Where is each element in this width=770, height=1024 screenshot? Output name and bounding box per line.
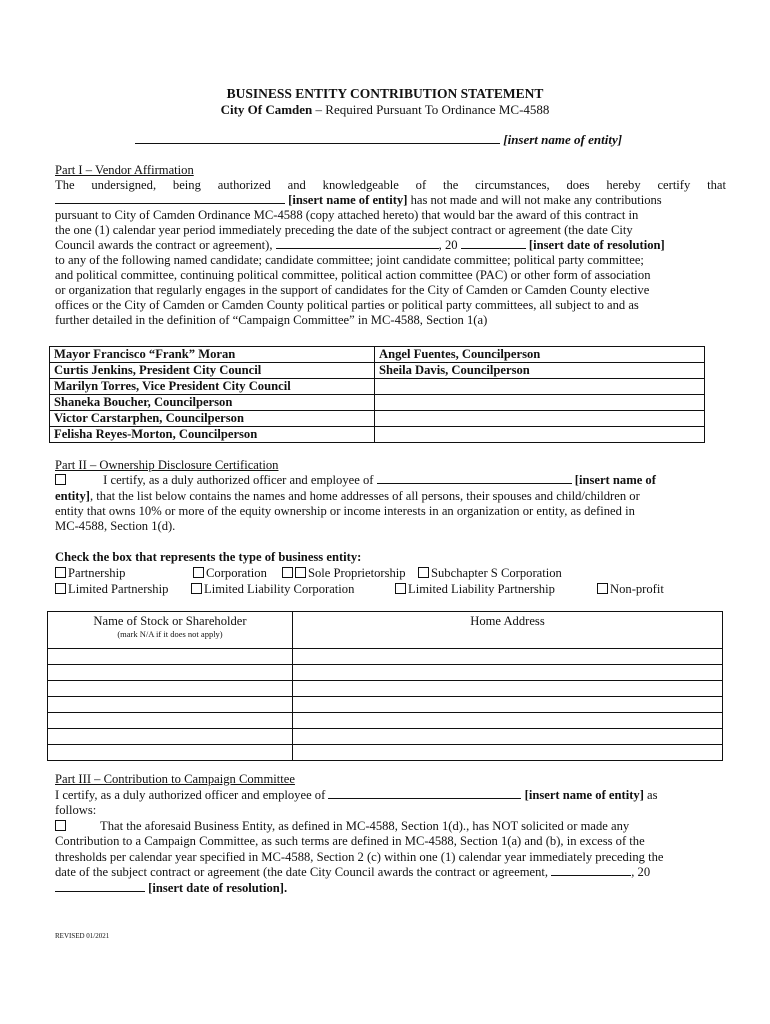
part2-line3: entity that owns 10% or more of the equity ownership or income interests in an organization or entity, as defined in xyxy=(55,504,635,518)
partnership-option[interactable] xyxy=(55,566,125,580)
limited-partnership-label: Limited Partnership xyxy=(68,582,169,596)
shareholder-name-cell[interactable] xyxy=(48,681,293,697)
page-subtitle xyxy=(0,102,770,118)
subchapter-label: Subchapter S Corporation xyxy=(431,566,562,580)
partnership-label: Partnership xyxy=(68,566,126,580)
part3-date-blank[interactable] xyxy=(551,865,631,876)
shareholder-name-label: Name of Stock or Shareholder xyxy=(93,614,247,628)
llc-checkbox[interactable] xyxy=(191,583,202,594)
shareholder-note: (mark N/A if it does not apply) xyxy=(117,629,223,639)
table-row xyxy=(50,427,705,443)
part3-line1 xyxy=(55,788,658,803)
part2-line2-rest: , that the list below contains the names and home addresses of all persons, their spouses and child/children or xyxy=(89,489,640,503)
table-header-row xyxy=(48,612,723,649)
part1-line5-b: , 20 xyxy=(438,238,458,252)
llp-option[interactable] xyxy=(395,582,555,597)
part2-entity-placeholder: [insert name of xyxy=(574,473,656,487)
entity-type-row-1 xyxy=(55,566,125,581)
official-left: Marilyn Torres, Vice President City Council xyxy=(50,379,375,395)
part3-line1-a: I certify, as a duly authorized officer and employee of xyxy=(55,788,326,802)
llc-option[interactable] xyxy=(191,582,354,597)
llp-label: Limited Liability Partnership xyxy=(408,582,555,596)
part1-entity-placeholder: [insert name of entity] xyxy=(288,193,408,207)
part1-line1: The undersigned, being authorized and knowledgeable of the circumstances, does hereby certify that xyxy=(55,178,726,192)
entity-name-placeholder: [insert name of entity] xyxy=(503,132,623,147)
home-address-cell[interactable] xyxy=(293,713,723,729)
sole-proprietorship-checkbox[interactable] xyxy=(295,567,306,578)
page-title: BUSINESS ENTITY CONTRIBUTION STATEMENT xyxy=(226,86,544,101)
part1-line2 xyxy=(55,193,662,208)
home-address-cell[interactable] xyxy=(293,729,723,745)
shareholder-table xyxy=(47,611,723,761)
shareholder-name-cell[interactable] xyxy=(48,649,293,665)
entity-name-blank[interactable] xyxy=(135,133,500,144)
corporation-label: Corporation xyxy=(206,566,267,580)
subtitle-ordinance: – Required Pursuant To Ordinance MC-4588 xyxy=(312,102,550,117)
home-address-header: Home Address xyxy=(293,612,723,649)
part1-line4: the one (1) calendar year period immediately preceding the date of the subject contract or agreement (the date City xyxy=(55,223,633,237)
table-row xyxy=(48,713,723,729)
part2-entity-end: entity] xyxy=(55,489,90,503)
official-right xyxy=(375,379,705,395)
sole-proprietorship-option[interactable] xyxy=(282,566,406,581)
part2-heading: Part II – Ownership Disclosure Certification xyxy=(55,458,279,472)
officials-table xyxy=(49,346,705,443)
official-right xyxy=(375,395,705,411)
part3-entity-placeholder: [insert name of entity] xyxy=(524,788,644,802)
shareholder-name-header xyxy=(48,612,293,649)
table-row xyxy=(48,729,723,745)
part2-entity-blank[interactable] xyxy=(377,473,572,484)
part3-line6-text: date of the subject contract or agreement (the date City Council awards the contract or agreement, xyxy=(55,865,549,879)
partnership-checkbox[interactable] xyxy=(55,567,66,578)
contribution-checkbox[interactable] xyxy=(55,820,66,831)
official-left: Felisha Reyes-Morton, Councilperson xyxy=(50,427,375,443)
official-left: Shaneka Boucher, Councilperson xyxy=(50,395,375,411)
shareholder-name-cell[interactable] xyxy=(48,697,293,713)
part1-line3: pursuant to City of Camden Ordinance MC-4588 (copy attached hereto) that would bar the award of this contract in xyxy=(55,208,639,222)
part3-line2: follows: xyxy=(55,803,97,817)
official-right: Angel Fuentes, Councilperson xyxy=(375,347,705,363)
entity-type-heading: Check the box that represents the type of business entity: xyxy=(55,550,362,564)
part1-line10: further detailed in the definition of “Campaign Committee” in MC-4588, Section 1(a) xyxy=(55,313,488,327)
shareholder-name-cell[interactable] xyxy=(48,745,293,761)
official-right xyxy=(375,427,705,443)
table-row xyxy=(50,347,705,363)
official-left: Victor Carstarphen, Councilperson xyxy=(50,411,375,427)
part1-line6: to any of the following named candidate; candidate committee; joint candidate committee; political party committee; xyxy=(55,253,644,267)
corporation-option[interactable] xyxy=(193,566,267,581)
part1-date-blank[interactable] xyxy=(276,238,439,249)
subtitle-city: City Of Camden xyxy=(220,102,313,117)
table-row xyxy=(50,411,705,427)
table-row xyxy=(48,681,723,697)
part3-line6-end: , 20 xyxy=(631,865,651,879)
part2-line1-a: I certify, as a duly authorized officer and employee of xyxy=(103,473,374,487)
part1-line8: or organization that regularly engages in the support of candidates for the City of Camden or Camden County elective xyxy=(55,283,650,297)
table-row xyxy=(48,665,723,681)
part2-line4: MC-4588, Section 1(d). xyxy=(55,519,176,533)
part2-line1 xyxy=(55,473,656,488)
part3-line6 xyxy=(55,865,650,880)
part3-year-blank[interactable] xyxy=(55,881,145,892)
limited-partnership-option[interactable] xyxy=(55,582,168,597)
part3-line7 xyxy=(55,881,287,896)
official-left: Mayor Francisco “Frank” Moran xyxy=(50,347,375,363)
part1-line9: offices or the City of Camden or Camden County political parties or political party committees, all subject to and as xyxy=(55,298,639,312)
home-address-cell[interactable] xyxy=(293,665,723,681)
sole-proprietorship-label: Sole Proprietorship xyxy=(308,566,406,580)
shareholder-name-cell[interactable] xyxy=(48,713,293,729)
part1-heading: Part I – Vendor Affirmation xyxy=(55,163,194,177)
part3-line3 xyxy=(55,819,629,834)
home-address-cell[interactable] xyxy=(293,745,723,761)
table-row xyxy=(48,697,723,713)
limited-partnership-checkbox[interactable] xyxy=(55,583,66,594)
part3-heading: Part III – Contribution to Campaign Committee xyxy=(55,772,295,786)
table-row xyxy=(50,379,705,395)
part2-line2 xyxy=(55,489,640,504)
llc-label: Limited Liability Corporation xyxy=(204,582,355,596)
table-row xyxy=(48,649,723,665)
part3-resolution-placeholder: [insert date of resolution]. xyxy=(148,881,288,895)
part1-entity-blank[interactable] xyxy=(55,193,285,204)
official-left: Curtis Jenkins, President City Council xyxy=(50,363,375,379)
part3-entity-blank[interactable] xyxy=(328,788,521,799)
table-row xyxy=(50,395,705,411)
corporation-checkbox[interactable] xyxy=(193,567,204,578)
home-address-cell[interactable] xyxy=(293,649,723,665)
nonprofit-label: Non-profit xyxy=(610,582,664,596)
table-row xyxy=(50,363,705,379)
llp-checkbox[interactable] xyxy=(395,583,406,594)
home-address-cell[interactable] xyxy=(293,681,723,697)
entity-name-line xyxy=(135,132,622,147)
revised-date: REVISED 01/2021 xyxy=(55,932,110,940)
sole-extra-checkbox[interactable] xyxy=(282,567,293,578)
part3-line4: Contribution to a Campaign Committee, as such terms are defined in MC-4588, Section 1(a) and (b), in excess of the xyxy=(55,834,645,848)
official-right xyxy=(375,411,705,427)
table-row xyxy=(48,745,723,761)
part3-line5: thresholds per calendar year specified in MC-4588, Section 2 (c) within one (1) calendar year immediately preceding the xyxy=(55,850,664,864)
subchapter-option[interactable] xyxy=(418,566,562,581)
part1-line5 xyxy=(55,238,665,253)
part1-year-blank[interactable] xyxy=(461,238,526,249)
part1-line7: and political committee, continuing political committee, political action committee (PAC) or other form of association xyxy=(55,268,651,282)
part3-line1-end: as xyxy=(643,788,658,802)
subchapter-checkbox[interactable] xyxy=(418,567,429,578)
home-address-cell[interactable] xyxy=(293,697,723,713)
nonprofit-option[interactable] xyxy=(597,582,664,597)
part1-line5-a: Council awards the contract or agreement), xyxy=(55,238,273,252)
nonprofit-checkbox[interactable] xyxy=(597,583,608,594)
shareholder-name-cell[interactable] xyxy=(48,665,293,681)
certify-checkbox[interactable] xyxy=(55,474,66,485)
part3-line3-text: That the aforesaid Business Entity, as defined in MC-4588, Section 1(d)., has NOT solicited or made any xyxy=(100,819,630,833)
part1-resolution-placeholder: [insert date of resolution] xyxy=(528,238,665,252)
shareholder-name-cell[interactable] xyxy=(48,729,293,745)
part1-line2-rest: has not made and will not make any contributions xyxy=(407,193,662,207)
official-right: Sheila Davis, Councilperson xyxy=(375,363,705,379)
